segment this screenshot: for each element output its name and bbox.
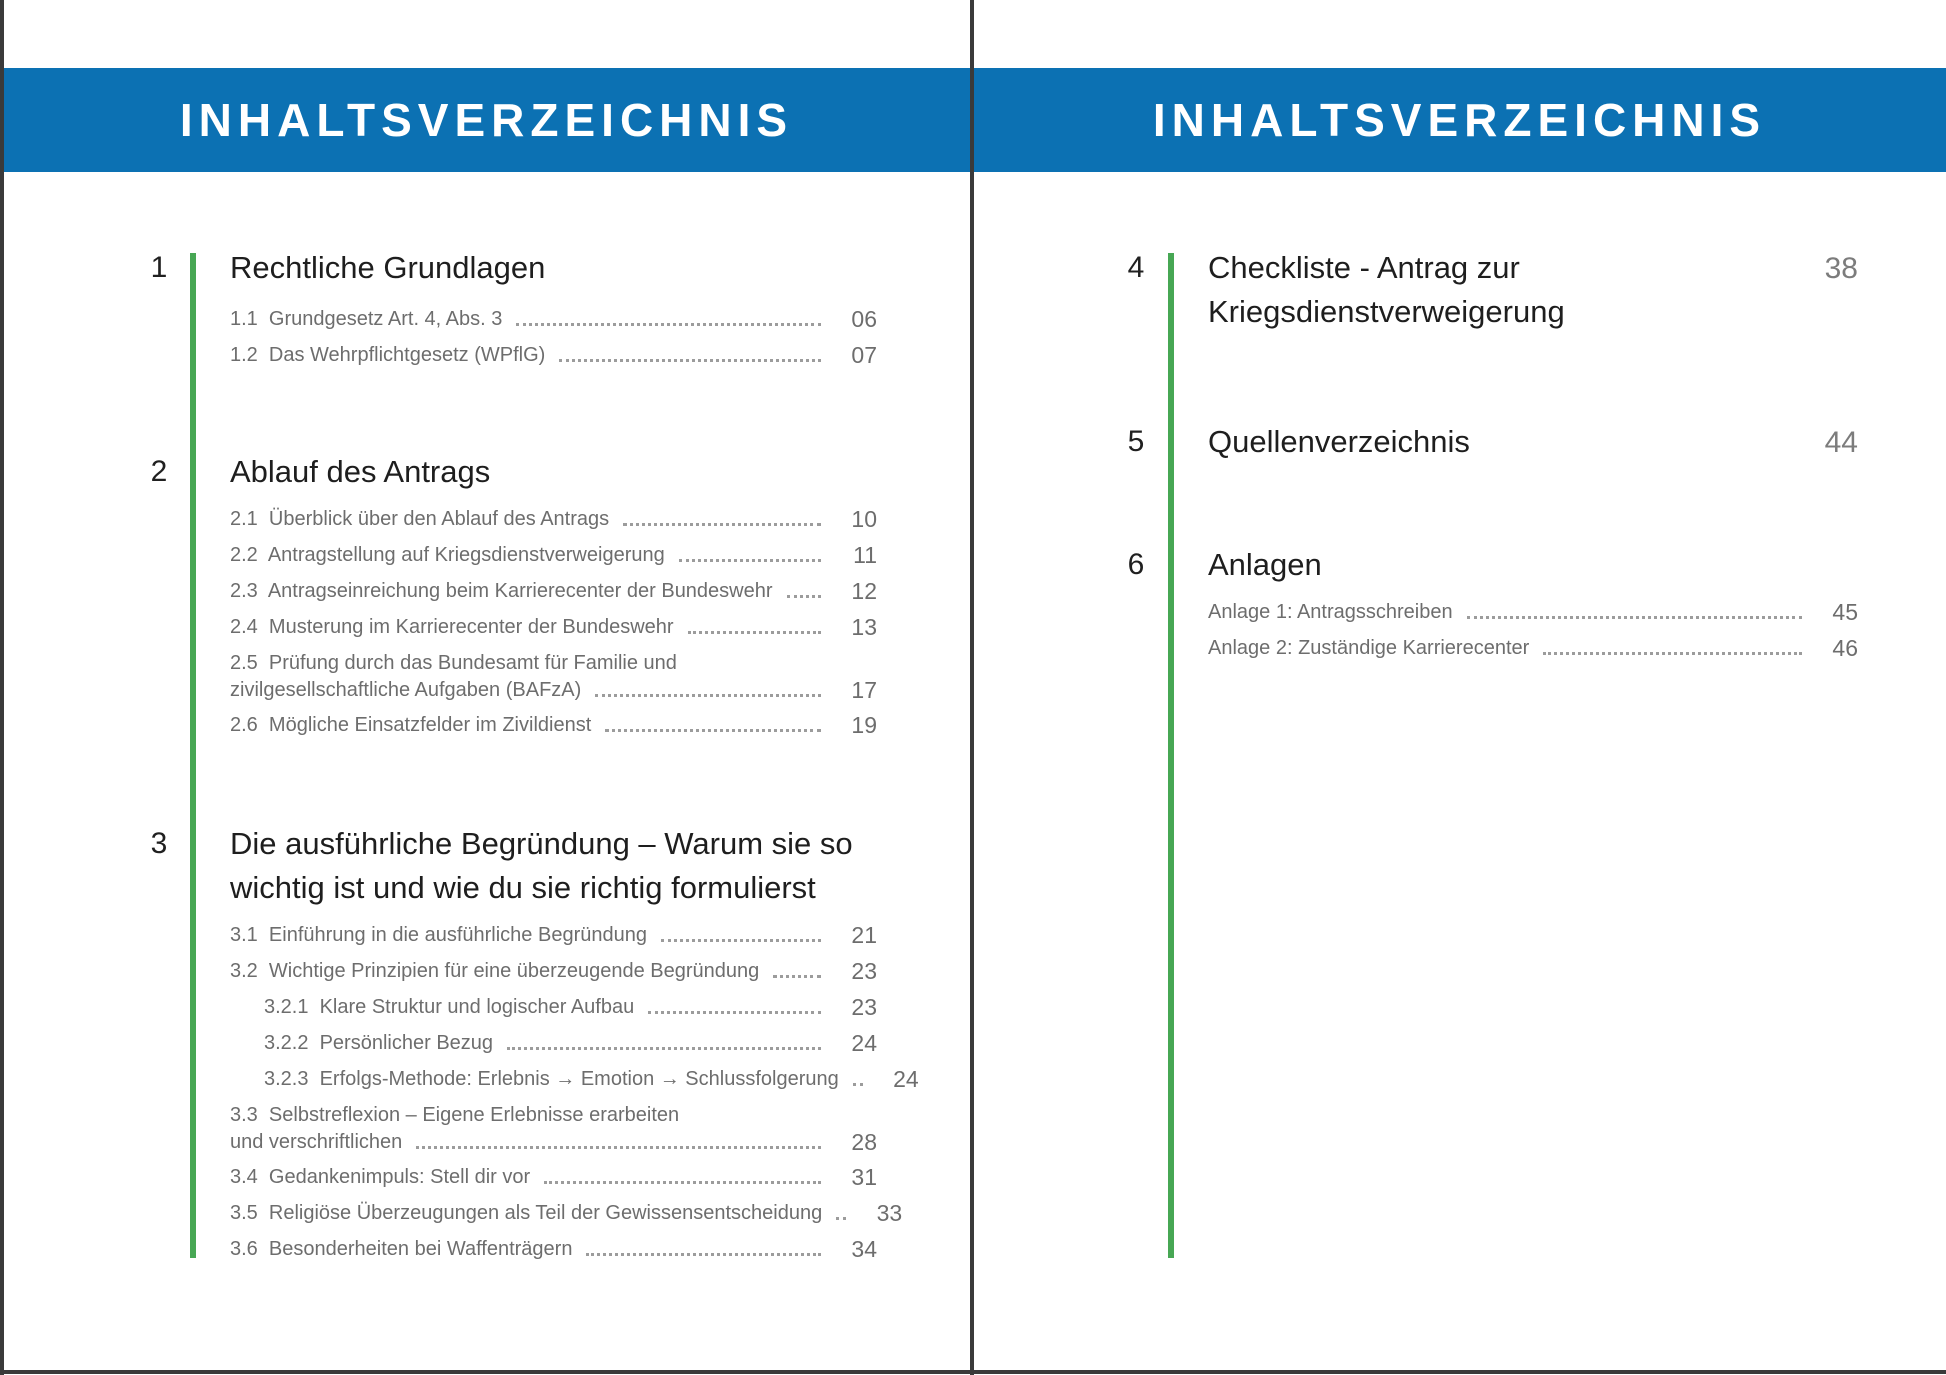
dot-leader [623,523,821,526]
section-number: 4 [1127,251,1145,284]
toc-item-label: 3.3 Selbstreflexion – Eigene Erlebnisse erarbeiten [230,1104,680,1126]
section-title-line2[interactable]: wichtig ist und wie du sie richtig formulierst [230,870,816,905]
toc-item-label: 3.2.1 Klare Struktur und logischer Aufbau [264,996,635,1018]
section-3 [0,822,973,1272]
toc-item[interactable] [230,712,877,738]
section-title[interactable]: Quellenverzeichnis [1208,424,1470,459]
toc-item[interactable] [230,506,877,532]
dot-leader [595,694,821,697]
section-number: 2 [150,455,168,488]
dot-leader [507,1047,821,1050]
dot-leader [648,1011,821,1014]
toc-item[interactable] [230,1200,903,1226]
toc-item[interactable] [230,1236,877,1262]
toc-item-page: 19 [851,712,877,738]
dot-leader [679,559,821,562]
toc-item-label: Anlage 1: Antragsschreiben [1208,601,1453,623]
toc-item[interactable] [1208,599,1858,625]
toc-item-page: 10 [851,506,877,532]
right-page [973,0,1946,1375]
section-title-line2[interactable]: Kriegsdienstverweigerung [1208,294,1565,329]
bottom-border-line [0,1370,1946,1374]
toc-item-page: 46 [1832,635,1858,661]
toc-item-label: Anlage 2: Zuständige Karrierecenter [1208,637,1530,659]
toc-item[interactable] [230,650,877,703]
toc-item[interactable] [1208,635,1858,661]
toc-item-label: 3.6 Besonderheiten bei Waffenträgern [230,1238,573,1260]
dot-leader [1543,652,1802,655]
dot-leader [586,1253,821,1256]
toc-item-page: 45 [1832,599,1858,625]
toc-item-page: 06 [851,306,877,332]
dot-leader [544,1181,821,1184]
dot-leader [605,729,821,732]
toc-item-page: 34 [851,1236,877,1262]
toc-item-label: 2.4 Musterung im Karrierecenter der Bundeswehr [230,616,674,638]
toc-item-page: 11 [853,542,877,568]
page-divider-line [970,0,974,1375]
section-number: 3 [150,827,168,860]
toc-item-label: 3.2 Wichtige Prinzipien für eine überzeugende Begründung [230,960,760,982]
toc-item-label: 2.1 Überblick über den Ablauf des Antrags [230,508,610,530]
toc-item[interactable] [230,1030,877,1056]
toc-item-label-line2: und verschriftlichen [230,1131,403,1153]
toc-item-label: 1.1 Grundgesetz Art. 4, Abs. 3 [230,308,503,330]
section-number: 1 [150,251,168,284]
dot-leader [559,359,821,362]
dot-leader [836,1217,846,1220]
toc-item-page: 24 [893,1066,919,1092]
accent-line [1168,253,1174,1258]
toc-item-label: 2.3 Antragseinreichung beim Karrierecenter der Bundeswehr [230,580,773,602]
toc-item-label: 1.2 Das Wehrpflichtgesetz (WPflG) [230,344,546,366]
section-number: 6 [1127,548,1145,581]
toc-item[interactable] [230,578,877,604]
dot-leader [773,975,821,978]
section-items [1208,599,1858,661]
toc-item-page: 07 [851,342,877,368]
toc-item-label: 2.5 Prüfung durch das Bundesamt für Familie und [230,652,677,674]
dot-leader [516,323,821,326]
section-page: 38 [1824,252,1858,285]
section-items [230,506,877,738]
toc-item-page: 28 [851,1129,877,1155]
toc-item[interactable] [230,306,877,332]
toc-item-label: 3.5 Religiöse Überzeugungen als Teil der Gewissensentscheidung [230,1202,823,1224]
toc-item[interactable] [230,994,877,1020]
dot-leader [416,1146,821,1149]
section-4 [973,246,1946,334]
toc-item[interactable] [230,542,877,568]
toc-item-page: 13 [851,614,877,640]
dot-leader [661,939,821,942]
section-1 [0,246,973,378]
section-5 [973,420,1946,464]
dot-leader [688,631,821,634]
toc-item-page: 24 [851,1030,877,1056]
dot-leader [853,1083,863,1086]
toc-item[interactable] [230,1066,919,1092]
toc-item-label-line2: zivilgesellschaftliche Aufgaben (BAFzA) [230,679,582,701]
left-page-title: INHALTSVERZEICHNIS [179,94,794,146]
toc-item[interactable] [230,614,877,640]
toc-item-page: 17 [851,677,877,703]
section-title[interactable]: Ablauf des Antrags [230,454,491,489]
section-page: 44 [1824,426,1858,459]
toc-item-label: 3.4 Gedankenimpuls: Stell dir vor [230,1166,531,1188]
section-2 [0,450,973,748]
section-title[interactable]: Die ausführliche Begründung – Warum sie so [230,826,853,861]
section-items [230,922,919,1262]
dot-leader [1467,616,1802,619]
section-number: 5 [1127,425,1145,458]
right-page-title: INHALTSVERZEICHNIS [1152,94,1767,146]
toc-item-label: 2.6 Mögliche Einsatzfelder im Zivildienst [230,714,592,736]
toc-item-page: 21 [851,922,877,948]
toc-item-page: 23 [851,958,877,984]
toc-item[interactable] [230,922,877,948]
toc-item-page: 23 [851,994,877,1020]
section-6 [973,543,1946,671]
toc-item-label: 2.2 Antragstellung auf Kriegsdienstverweigerung [230,544,665,566]
toc-item[interactable] [230,342,877,368]
toc-item[interactable] [230,958,877,984]
toc-item-page: 33 [876,1200,903,1226]
toc-item[interactable] [230,1102,877,1155]
toc-item-label: 3.1 Einführung in die ausführliche Begründung [230,924,647,946]
left-border-line [0,0,4,1375]
section-title[interactable]: Anlagen [1208,547,1322,582]
toc-item-label: 3.2.3 Erfolgs-Methode: Erlebnis → Emotion → Schlussfolgerung [264,1068,839,1090]
dot-leader [787,595,821,598]
toc-item-page: 12 [851,578,877,604]
section-title[interactable]: Checkliste - Antrag zur [1208,250,1520,285]
section-items [230,306,877,368]
toc-item-page: 31 [851,1164,877,1190]
section-title[interactable]: Rechtliche Grundlagen [230,250,546,285]
toc-item-label: 3.2.2 Persönlicher Bezug [264,1032,494,1054]
toc-item[interactable] [230,1164,877,1190]
